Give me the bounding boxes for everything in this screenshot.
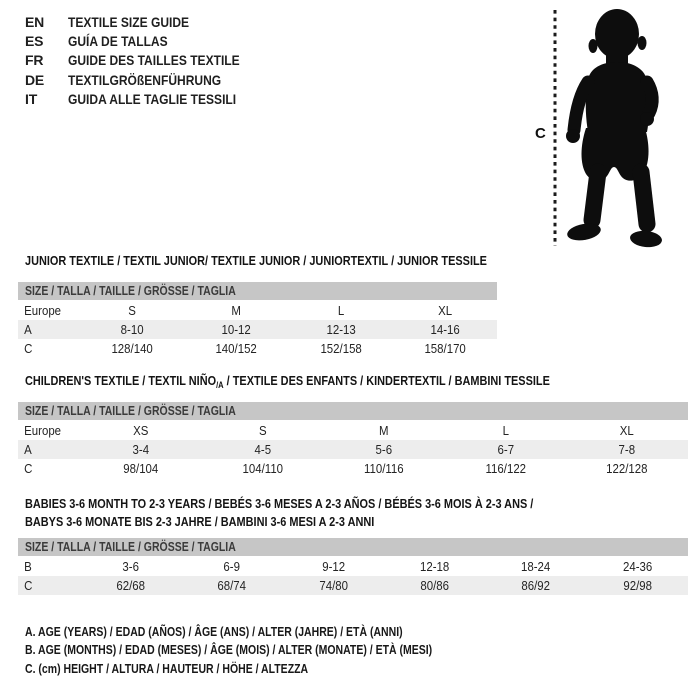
value-cell: 110/116: [364, 461, 404, 476]
value-cell: 12-18: [420, 559, 450, 574]
row-label: C: [24, 461, 33, 476]
language-label: TEXTILGRÖßENFÜHRUNG: [68, 71, 222, 88]
size-header-bar: SIZE / TALLA / TAILLE / GRÖSSE / TAGLIA: [18, 282, 497, 300]
language-row: [25, 12, 268, 31]
junior-table-title: JUNIOR TEXTILE / TEXTIL JUNIOR/ TEXTILE JUNIOR / JUNIORTEXTIL / JUNIOR TESSILE: [25, 253, 487, 268]
baby-silhouette: [566, 9, 663, 249]
value-cell: 62/68: [116, 578, 145, 593]
footnotes: [25, 625, 510, 680]
value-cell: 98/104: [123, 461, 159, 476]
size-cell: S: [258, 423, 267, 438]
size-cell: S: [128, 303, 136, 318]
language-label: GUÍA DE TALLAS: [68, 33, 168, 50]
size-cell: XL: [437, 303, 452, 318]
value-cell: 140/152: [215, 341, 258, 356]
size-cell: XS: [133, 423, 149, 438]
value-cell: 3-4: [132, 442, 150, 457]
value-cell: 5-6: [375, 442, 393, 457]
value-cell: 128/140: [111, 341, 153, 356]
row-label: Europe: [24, 423, 62, 438]
value-cell: 152/158: [319, 341, 362, 356]
value-cell: 8-10: [120, 322, 144, 337]
value-cell: 9-12: [321, 559, 345, 574]
row-label: Europe: [24, 303, 62, 318]
language-code: FR: [25, 52, 44, 69]
size-header-bar: SIZE / TALLA / TAILLE / GRÖSSE / TAGLIA: [18, 538, 688, 556]
size-cell: L: [502, 423, 509, 438]
language-label: GUIDA ALLE TAGLIE TESSILI: [68, 91, 237, 108]
size-header-bar: SIZE / TALLA / TAILLE / GRÖSSE / TAGLIA: [18, 402, 688, 420]
table-row-height: [18, 339, 497, 358]
value-cell: 116/122: [485, 461, 526, 476]
value-cell: 74/80: [318, 578, 348, 593]
value-cell: 3-6: [122, 559, 139, 574]
footnote-c: C. (cm) HEIGHT / ALTURA / HAUTEUR / HÖHE / ALTEZZA: [25, 661, 309, 676]
table-row-age-months: [18, 557, 688, 576]
value-cell: 7-8: [618, 442, 636, 457]
value-cell: 24-36: [622, 559, 652, 574]
value-cell: 18-24: [521, 559, 551, 574]
size-cell: L: [337, 303, 344, 318]
row-label: C: [24, 578, 33, 593]
size-cell: M: [379, 423, 389, 438]
height-measure-label: C: [535, 125, 546, 142]
language-code: IT: [25, 91, 38, 108]
children-table-title: CHILDREN'S TEXTILE / TEXTIL $NIÑO_{/A}$ / TEXTILE DES ENFANTS / KINDERTEXTIL / BAMBINI TESSILE: [25, 373, 550, 390]
language-row: [25, 31, 268, 50]
value-cell: 6-7: [497, 442, 514, 457]
table-row-age: [18, 320, 497, 339]
language-code: DE: [25, 71, 45, 88]
value-cell: 86/92: [521, 578, 551, 593]
row-label: C: [24, 341, 33, 356]
value-cell: 10-12: [221, 322, 252, 337]
row-label: B: [24, 559, 32, 574]
language-row: [25, 90, 268, 109]
table-row-height: [18, 459, 688, 478]
value-cell: 92/98: [622, 578, 652, 593]
table-row-age: [18, 440, 688, 459]
value-cell: 12-13: [325, 322, 356, 337]
language-list: [25, 12, 268, 109]
junior-size-table: [18, 253, 497, 358]
language-label: TEXTILE SIZE GUIDE: [68, 13, 190, 30]
table-row-height: [18, 576, 688, 595]
size-cell: XL: [620, 423, 635, 438]
language-row: [25, 51, 268, 70]
language-code: EN: [25, 13, 45, 30]
footnote-b: B. AGE (MONTHS) / EDAD (MESES) / ÂGE (MOIS) / ALTER (MONATE) / ETÀ (MESI): [25, 643, 433, 658]
size-cell: M: [231, 303, 242, 318]
row-label: A: [24, 322, 32, 337]
value-cell: 158/170: [424, 341, 466, 356]
language-row: [25, 70, 268, 89]
value-cell: 80/86: [420, 578, 449, 593]
row-label: A: [24, 442, 32, 457]
babies-size-table: [18, 496, 688, 595]
value-cell: 6-9: [223, 559, 241, 574]
baby-silhouette-svg: [530, 6, 690, 254]
footnote-a: A. AGE (YEARS) / EDAD (AÑOS) / ÂGE (ANS) / ALTER (JAHRE) / ETÀ (ANNI): [25, 625, 403, 639]
value-cell: 14-16: [430, 322, 460, 337]
value-cell: 4-5: [254, 442, 271, 457]
babies-table-title-line1: BABIES 3-6 MONTH TO 2-3 YEARS / BEBÉS 3-6 MESES A 2-3 AÑOS / BÉBÉS 3-6 MOIS À 2-3 ANS /: [25, 496, 534, 511]
value-cell: 122/128: [606, 461, 648, 476]
table-row-europe: [18, 421, 688, 440]
height-figure: [530, 6, 690, 254]
language-code: ES: [25, 33, 44, 50]
children-size-table: [18, 373, 688, 478]
table-row-europe: [18, 301, 497, 320]
babies-table-title-line2: BABYS 3-6 MONATE BIS 2-3 JAHRE / BAMBINI 3-6 MESI A 2-3 ANNI: [25, 514, 375, 529]
language-label: GUIDE DES TAILLES TEXTILE: [68, 52, 240, 69]
value-cell: 104/110: [242, 461, 283, 476]
value-cell: 68/74: [217, 578, 247, 593]
